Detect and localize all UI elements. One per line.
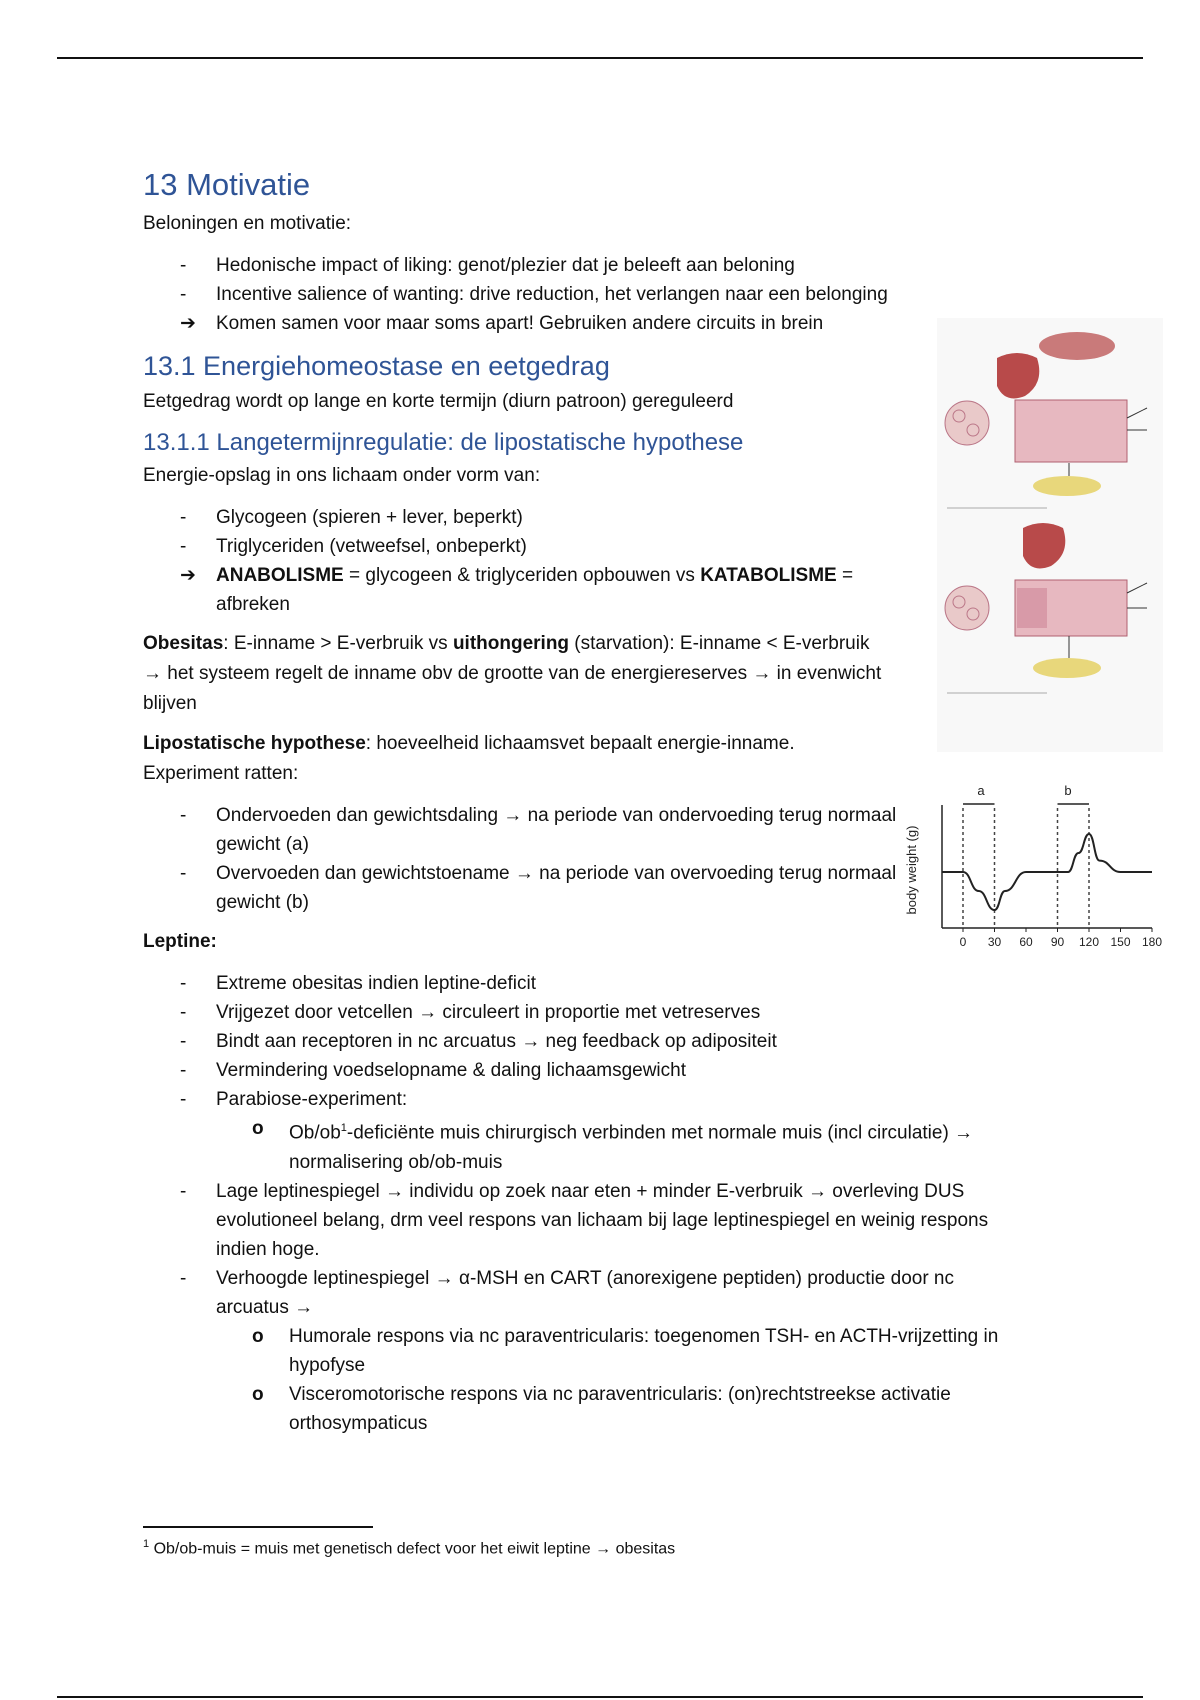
dash-bullet: - — [180, 863, 187, 885]
energy-storage-illustration — [937, 318, 1163, 752]
dash-bullet: - — [180, 255, 187, 277]
list-item: ➔ Komen samen voor maar soms apart! Gebruiken andere circuits in brein — [143, 309, 1043, 338]
x-tick-label: 180 — [1141, 935, 1163, 949]
x-tick-label: 30 — [987, 935, 1002, 949]
dash-bullet: - — [180, 805, 187, 827]
dash-bullet: - — [180, 1060, 187, 1082]
dash-bullet: - — [180, 536, 187, 558]
x-tick-label: 0 — [959, 935, 967, 949]
list-item: - Lage leptinespiegel → individu op zoek naar eten + minder E-verbruik → overleving DUS evolutioneel belang, drm veel respons van lichaam bij lage leptinespiegel en weinig respons indien hoge. — [143, 1177, 1026, 1264]
dash-bullet: - — [180, 1002, 187, 1024]
footer-rule — [57, 1696, 1143, 1698]
circle-bullet: o — [252, 1118, 264, 1140]
list-item: o Humorale respons via nc paraventricularis: toegenomen TSH- en ACTH-vrijzetting in hypofyse — [216, 1322, 1009, 1380]
x-tick-label: 150 — [1110, 935, 1131, 949]
dash-bullet: - — [180, 284, 187, 306]
circle-bullet: o — [252, 1325, 264, 1347]
list-item: - Ondervoeden dan gewichtsdaling → na periode van ondervoeding terug normaal gewicht (a) — [143, 801, 936, 859]
lipostatic-paragraph: Lipostatische hypothese: hoeveelheid lichaamsvet bepaalt energie-inname. Experiment ratten: — [143, 733, 795, 785]
list-item: - Hedonische impact of liking: genot/plezier dat je beleeft aan beloning — [143, 251, 1043, 280]
dash-bullet: - — [180, 1180, 187, 1202]
subsection-heading: 13.1.1 Langetermijnregulatie: de lipostatische hypothese — [143, 428, 744, 456]
dash-bullet: - — [180, 1031, 187, 1053]
list-item: - Overvoeden dan gewichtstoename → na periode van overvoeding terug normaal gewicht (b) — [143, 859, 936, 917]
energy-storage-diagram — [937, 318, 1163, 752]
dash-bullet: - — [180, 1089, 187, 1111]
dash-bullet: - — [180, 507, 187, 529]
leptin-label: Leptine: — [143, 931, 217, 953]
circle-bullet: o — [252, 1383, 264, 1405]
footnote-separator — [143, 1526, 373, 1528]
header-rule — [57, 57, 1143, 59]
y-axis-label: body weight (g) — [904, 825, 919, 915]
high-leptin-sublist — [216, 1322, 1006, 1438]
arrow-bullet-icon: ➔ — [180, 313, 196, 335]
arrow-bullet-icon: ➔ — [180, 565, 196, 587]
list-item: - Extreme obesitas indien leptine-deficit — [143, 969, 1043, 998]
leptin-list — [143, 969, 1043, 1437]
section-text: Eetgedrag wordt op lange en korte termijn (diurn patroon) gereguleerd — [143, 390, 734, 412]
body-weight-graph — [898, 780, 1166, 950]
list-item: - Glycogeen (spieren + lever, beperkt) — [143, 503, 1043, 532]
footnote: $^1$ Ob/ob-muis = muis met genetisch defect voor het eiwit leptine → obesitas — [143, 1538, 676, 1558]
list-item: - Bindt aan receptoren in nc arcuatus → neg feedback op adipositeit — [143, 1027, 1043, 1056]
list-item: - Vermindering voedselopname & daling lichaamsgewicht — [143, 1056, 1043, 1085]
list-item: - Parabiose-experiment: o $Ob/ob^1$-deficiënte muis chirurgisch verbinden met normale muis (incl circulatie) → normalisering ob/ob-muis — [143, 1085, 1043, 1176]
annotation-b-label: b — [1064, 783, 1072, 798]
list-item: o $Ob/ob^1$-deficiënte muis chirurgisch verbinden met normale muis (incl circulatie) → normalisering ob/ob-muis — [216, 1114, 989, 1176]
intro-label: Beloningen en motivatie: — [143, 213, 352, 235]
list-item: ➔ ANABOLISME = glycogeen & triglyceriden opbouwen vs KATABOLISME = afbreken — [143, 561, 916, 619]
parabiosis-sublist — [216, 1114, 1043, 1176]
dash-bullet: - — [180, 973, 187, 995]
list-item: o Visceromotorische respons via nc paraventricularis: (on)rechtstreekse activatie orthosympaticus — [216, 1380, 1009, 1438]
x-tick-label: 120 — [1078, 935, 1100, 949]
list-item: - Vrijgezet door vetcellen → circuleert in proportie met vetreserves — [143, 998, 1043, 1027]
annotation-a-label: a — [977, 783, 985, 798]
weight-line — [942, 834, 1152, 910]
page-title: 13 Motivatie — [143, 167, 311, 202]
section-heading: 13.1 Energiehomeostase en eetgedrag — [143, 351, 610, 382]
list-item: - Triglyceriden (vetweefsel, onbeperkt) — [143, 532, 1043, 561]
list-item: - Verhoogde leptinespiegel → α-MSH en CART (anorexigene peptiden) productie door nc arcuatus → o Humorale respons via nc paraventricularis: toegenomen TSH- en ACTH-vrijzetting in hypofyse o Visceromotorische respons via nc paraventricularis: (on)rechtstreekse activatie orthosympaticus — [143, 1264, 1006, 1438]
intro-list — [143, 251, 1043, 338]
energy-label: Energie-opslag in ons lichaam onder vorm van: — [143, 465, 541, 487]
dash-bullet: - — [180, 1267, 187, 1289]
x-tick-label: 90 — [1050, 935, 1065, 949]
obesity-paragraph: Obesitas: E-inname > E-verbruik vs uithongering (starvation): E-inname < E-verbruik → het systeem regelt de inname obv de grootte van de energiereserves → in evenwicht blijven — [143, 633, 882, 715]
body-weight-chart — [898, 780, 1166, 950]
x-tick-label: 60 — [1019, 935, 1033, 949]
list-item: - Incentive salience of wanting: drive reduction, het verlangen naar een belonging — [143, 280, 1043, 309]
energy-list — [143, 503, 1043, 619]
